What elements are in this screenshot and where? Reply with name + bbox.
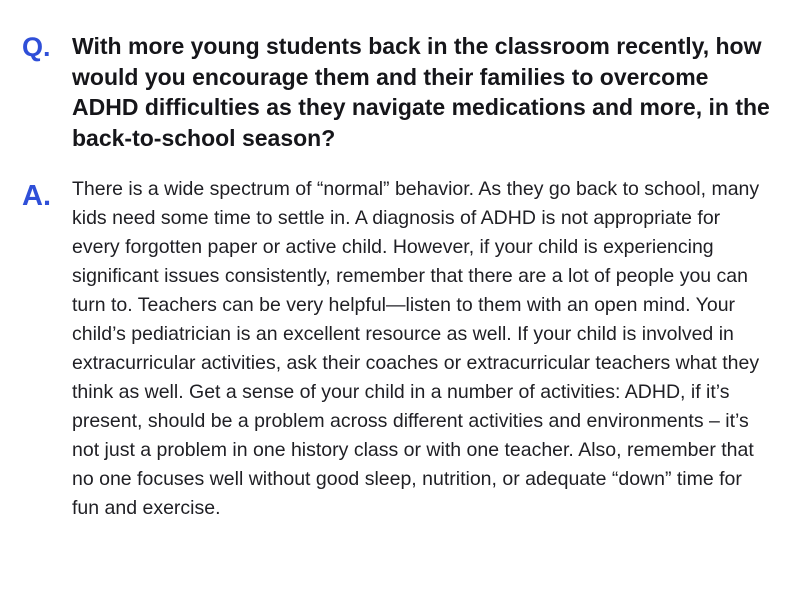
answer-marker: A. (22, 180, 51, 212)
answer-text: There is a wide spectrum of “normal” behavior. As they go back to school, many kids need some time to settle in. A diagnosis of ADHD is not appropriate for every forgotten paper or active child. However, if your child is experiencing significant issues consistently, remember that there are a lot of people you can turn to. Teachers can be very helpful—listen to them with an open mind. Your child’s pediatrician is an excellent resource as well. If your child is involved in extracurricular activities, ask their coaches or extracurricular teachers what they think as well. Get a sense of your child in a number of activities: ADHD, if it’s present, should be a problem across different activities and environments – it’s not just a problem in one history class or with one teacher. Also, remember that no one focuses well without good sleep, nutrition, or adequate “down” time for fun and exercise. (72, 178, 760, 519)
question-marker: Q. (22, 32, 51, 62)
question-text: With more young students back in the classroom recently, how would you encourage them and their families to overcome ADHD difficulties as they navigate medications and more, in the back-to-school season? (72, 33, 770, 151)
